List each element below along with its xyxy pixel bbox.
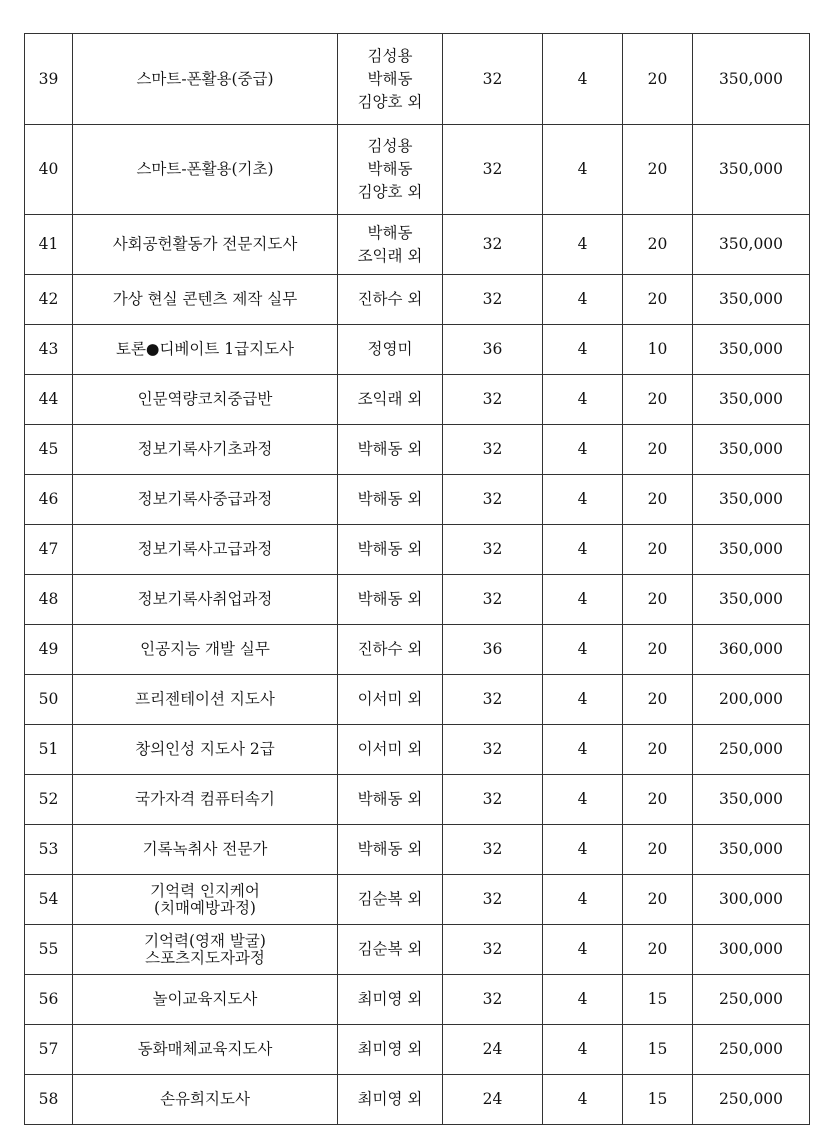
course-number: 40 [25, 125, 73, 215]
fee: 350,000 [693, 575, 810, 625]
table-row [25, 925, 810, 975]
course-name-line: 창의인성 지도사 2급 [135, 740, 275, 758]
course-name-line: 기록녹취사 전문가 [142, 840, 268, 858]
instructor [338, 825, 443, 875]
weeks: 4 [543, 975, 623, 1025]
hours: 24 [443, 1025, 543, 1075]
capacity: 20 [623, 725, 693, 775]
course-name [73, 1075, 338, 1125]
course-name [73, 925, 338, 975]
weeks: 4 [543, 875, 623, 925]
course-name-line: 국가자격 컴퓨터속기 [135, 790, 275, 808]
weeks: 4 [543, 925, 623, 975]
course-name-line: 스마트-폰활용(기초) [136, 160, 274, 178]
course-number: 44 [25, 375, 73, 425]
course-number: 51 [25, 725, 73, 775]
weeks: 4 [543, 575, 623, 625]
instructor [338, 975, 443, 1025]
course-name-line: 정보기록사기초과정 [137, 440, 273, 458]
table-row [25, 475, 810, 525]
table-row [25, 425, 810, 475]
course-name-line: 인공지능 개발 실무 [140, 640, 270, 658]
hours: 32 [443, 675, 543, 725]
weeks: 4 [543, 275, 623, 325]
instructor-line: 박해동 [367, 69, 413, 88]
instructor-line: 김성용 [367, 46, 413, 65]
table-row [25, 34, 810, 125]
weeks: 4 [543, 34, 623, 125]
course-number: 49 [25, 625, 73, 675]
course-name-line: 가상 현실 콘텐츠 제작 실무 [112, 290, 298, 308]
instructor [338, 725, 443, 775]
weeks: 4 [543, 475, 623, 525]
capacity: 15 [623, 975, 693, 1025]
course-number: 56 [25, 975, 73, 1025]
instructor-line: 박해동 외 [357, 840, 423, 858]
instructor-line: 최미영 외 [357, 1040, 423, 1058]
course-name-line: 동화매체교육지도사 [137, 1040, 273, 1058]
table-row [25, 575, 810, 625]
hours: 32 [443, 725, 543, 775]
course-name [73, 425, 338, 475]
instructor-line: 김순복 외 [357, 940, 423, 958]
instructor-line: 김양호 외 [357, 183, 423, 201]
instructor-line: 진하수 외 [357, 290, 423, 308]
instructor-line: 박해동 외 [357, 790, 423, 808]
hours: 32 [443, 34, 543, 125]
course-name [73, 825, 338, 875]
table-row [25, 975, 810, 1025]
fee: 350,000 [693, 325, 810, 375]
hours: 36 [443, 325, 543, 375]
capacity: 20 [623, 525, 693, 575]
fee: 200,000 [693, 675, 810, 725]
capacity: 20 [623, 625, 693, 675]
instructor-line: 김성용 [367, 137, 413, 155]
capacity: 20 [623, 215, 693, 275]
weeks: 4 [543, 625, 623, 675]
course-number: 48 [25, 575, 73, 625]
capacity: 20 [623, 475, 693, 525]
hours: 32 [443, 775, 543, 825]
instructor-line: 조익래 외 [357, 390, 423, 408]
weeks: 4 [543, 1025, 623, 1075]
course-name [73, 975, 338, 1025]
instructor [338, 475, 443, 525]
course-name-line: 기억력(영재 발굴) [144, 931, 266, 950]
instructor [338, 275, 443, 325]
weeks: 4 [543, 725, 623, 775]
weeks: 4 [543, 325, 623, 375]
course-name-line: 손유희지도사 [160, 1090, 250, 1108]
hours: 32 [443, 475, 543, 525]
capacity: 20 [623, 775, 693, 825]
hours: 32 [443, 975, 543, 1025]
weeks: 4 [543, 375, 623, 425]
fee: 350,000 [693, 275, 810, 325]
course-name-line: 기억력 인지케어 [150, 881, 260, 900]
course-name [73, 475, 338, 525]
fee: 250,000 [693, 725, 810, 775]
course-number: 57 [25, 1025, 73, 1075]
course-number: 41 [25, 215, 73, 275]
capacity: 20 [623, 675, 693, 725]
capacity: 20 [623, 125, 693, 215]
course-name-line: 정보기록사고급과정 [137, 540, 273, 558]
weeks: 4 [543, 825, 623, 875]
course-table-body [25, 34, 810, 1125]
capacity: 20 [623, 275, 693, 325]
instructor-line: 최미영 외 [357, 1090, 423, 1108]
hours: 36 [443, 625, 543, 675]
course-name [73, 675, 338, 725]
fee: 300,000 [693, 925, 810, 975]
instructor [338, 775, 443, 825]
table-row [25, 1025, 810, 1075]
table-row [25, 675, 810, 725]
hours: 32 [443, 215, 543, 275]
instructor [338, 875, 443, 925]
hours: 32 [443, 875, 543, 925]
hours: 32 [443, 425, 543, 475]
capacity: 20 [623, 34, 693, 125]
course-name [73, 375, 338, 425]
course-name-line: 놀이교육지도사 [152, 990, 258, 1008]
hours: 32 [443, 575, 543, 625]
course-number: 54 [25, 875, 73, 925]
instructor [338, 1025, 443, 1075]
course-number: 45 [25, 425, 73, 475]
weeks: 4 [543, 125, 623, 215]
instructor-line: 김양호 외 [357, 92, 423, 111]
instructor-line: 박해동 외 [357, 590, 423, 608]
capacity: 15 [623, 1075, 693, 1125]
fee: 250,000 [693, 975, 810, 1025]
table-row [25, 875, 810, 925]
course-name-line: 사회공헌활동가 전문지도사 [112, 235, 298, 253]
course-number: 43 [25, 325, 73, 375]
instructor-line: 진하수 외 [357, 640, 423, 658]
instructor [338, 525, 443, 575]
instructor [338, 575, 443, 625]
instructor [338, 925, 443, 975]
table-row [25, 375, 810, 425]
fee: 350,000 [693, 34, 810, 125]
table-row [25, 625, 810, 675]
capacity: 20 [623, 425, 693, 475]
course-name [73, 125, 338, 215]
course-number: 50 [25, 675, 73, 725]
instructor-line: 박해동 [367, 223, 413, 242]
fee: 350,000 [693, 475, 810, 525]
course-name [73, 1025, 338, 1075]
table-row [25, 275, 810, 325]
table-row [25, 325, 810, 375]
hours: 32 [443, 375, 543, 425]
course-number: 52 [25, 775, 73, 825]
fee: 360,000 [693, 625, 810, 675]
instructor [338, 125, 443, 215]
hours: 32 [443, 275, 543, 325]
instructor-line: 박해동 외 [357, 540, 423, 558]
fee: 350,000 [693, 375, 810, 425]
hours: 32 [443, 525, 543, 575]
weeks: 4 [543, 215, 623, 275]
fee: 250,000 [693, 1075, 810, 1125]
capacity: 15 [623, 1025, 693, 1075]
fee: 350,000 [693, 525, 810, 575]
table-row [25, 525, 810, 575]
instructor-line: 최미영 외 [357, 990, 423, 1008]
fee: 300,000 [693, 875, 810, 925]
course-name-line: 인문역량코치중급반 [137, 390, 273, 408]
instructor [338, 215, 443, 275]
instructor-line: 이서미 외 [357, 740, 423, 758]
hours: 32 [443, 825, 543, 875]
course-name-line: 정보기록사취업과정 [137, 590, 273, 608]
course-number: 53 [25, 825, 73, 875]
table-row [25, 825, 810, 875]
table-row [25, 725, 810, 775]
course-name-line: (치매예방과정) [154, 898, 256, 917]
instructor-line: 김순복 외 [357, 890, 423, 908]
capacity: 20 [623, 575, 693, 625]
instructor-line: 조익래 외 [357, 246, 423, 265]
instructor-line: 정영미 [367, 340, 413, 358]
capacity: 20 [623, 925, 693, 975]
instructor-line: 박해동 [367, 160, 413, 178]
weeks: 4 [543, 1075, 623, 1125]
instructor [338, 675, 443, 725]
course-name [73, 575, 338, 625]
course-name-line: 정보기록사중급과정 [137, 490, 273, 508]
course-name [73, 875, 338, 925]
weeks: 4 [543, 675, 623, 725]
capacity: 20 [623, 875, 693, 925]
course-number: 47 [25, 525, 73, 575]
capacity: 20 [623, 375, 693, 425]
fee: 350,000 [693, 825, 810, 875]
instructor [338, 425, 443, 475]
course-number: 42 [25, 275, 73, 325]
fee: 350,000 [693, 215, 810, 275]
capacity: 20 [623, 825, 693, 875]
instructor-line: 박해동 외 [357, 440, 423, 458]
instructor-line: 이서미 외 [357, 690, 423, 708]
capacity: 10 [623, 325, 693, 375]
course-number: 55 [25, 925, 73, 975]
course-name-line: 스포츠지도자과정 [145, 948, 265, 967]
instructor [338, 34, 443, 125]
hours: 32 [443, 125, 543, 215]
course-number: 58 [25, 1075, 73, 1125]
weeks: 4 [543, 775, 623, 825]
course-table [24, 33, 810, 1125]
hours: 24 [443, 1075, 543, 1125]
weeks: 4 [543, 425, 623, 475]
course-name-line: 스마트-폰활용(중급) [136, 69, 274, 88]
course-name [73, 725, 338, 775]
instructor [338, 325, 443, 375]
instructor [338, 1075, 443, 1125]
instructor-line: 박해동 외 [357, 490, 423, 508]
fee: 350,000 [693, 425, 810, 475]
instructor [338, 375, 443, 425]
course-name-line: 프리젠테이션 지도사 [135, 690, 275, 708]
fee: 250,000 [693, 1025, 810, 1075]
course-number: 39 [25, 34, 73, 125]
course-name [73, 775, 338, 825]
table-row [25, 775, 810, 825]
fee: 350,000 [693, 775, 810, 825]
course-name [73, 325, 338, 375]
course-name [73, 275, 338, 325]
table-row [25, 1075, 810, 1125]
fee: 350,000 [693, 125, 810, 215]
course-name [73, 625, 338, 675]
course-name-line: 토론●디베이트 1급지도사 [115, 340, 295, 358]
course-number: 46 [25, 475, 73, 525]
instructor [338, 625, 443, 675]
course-name [73, 34, 338, 125]
course-name [73, 215, 338, 275]
weeks: 4 [543, 525, 623, 575]
course-name [73, 525, 338, 575]
table-row [25, 125, 810, 215]
hours: 32 [443, 925, 543, 975]
table-row [25, 215, 810, 275]
